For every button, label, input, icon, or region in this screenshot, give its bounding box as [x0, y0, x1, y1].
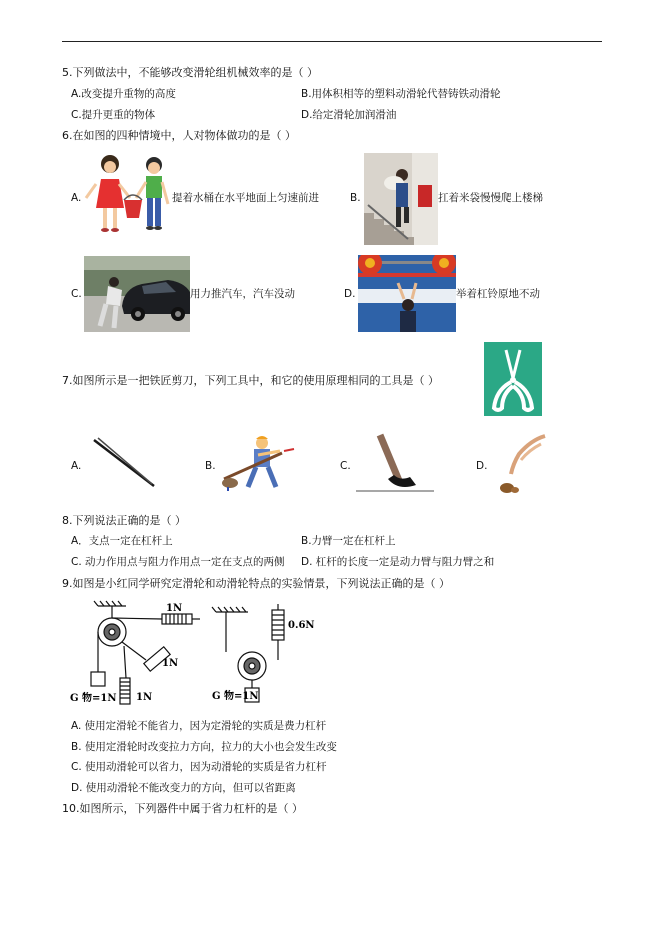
q8-option-c[interactable]: C. 动力作用点与阻力作用点一定在支点的两侧	[71, 556, 285, 568]
q5-stem: 5.下列做法中，不能够改变滑轮组机械效率的是（ ）	[62, 66, 318, 79]
q5-option-a[interactable]: A.改变提升重物的高度	[71, 88, 176, 100]
q8-option-d[interactable]: D. 杠杆的长度一定是动力臂与阻力臂之和	[301, 556, 495, 568]
q7-option-a-label[interactable]: A.	[71, 460, 82, 472]
q9-fig-reading-right: 0.6N	[288, 620, 315, 631]
q6-option-a-label[interactable]: A.	[71, 192, 82, 204]
q9-fig-weight-right: G 物=1N	[212, 691, 259, 702]
q6-option-d-label[interactable]: D.	[344, 288, 356, 300]
q7-option-b-pry-worker-icon	[218, 433, 300, 493]
q9-fig-reading-top: 1N	[166, 603, 183, 614]
q8-option-a[interactable]: A．支点一定在杠杆上	[71, 535, 173, 547]
q6-option-c-text: 用力推汽车，汽车没动	[190, 288, 295, 300]
q7-blacksmith-shears-image	[484, 342, 542, 416]
q7-stem: 7.如图所示是一把铁匠剪刀，下列工具中，和它的使用原理相同的工具是（ ）	[62, 374, 439, 387]
q5-option-c[interactable]: C.提升更重的物体	[71, 109, 156, 121]
q9-option-c[interactable]: C. 使用动滑轮可以省力，因为动滑轮的实质是省力杠杆	[71, 761, 327, 773]
q6-option-b-label[interactable]: B.	[350, 192, 361, 204]
q7-option-c-hammer-icon	[354, 431, 436, 493]
q7-option-a-tweezers-icon	[88, 436, 158, 488]
q6-option-d-text: 举着杠铃原地不动	[456, 288, 540, 300]
q7-option-c-label[interactable]: C.	[340, 460, 351, 472]
q9-fig-reading-bottom: 1N	[136, 692, 153, 703]
q9-option-a[interactable]: A. 使用定滑轮不能省力，因为定滑轮的实质是费力杠杆	[71, 720, 327, 732]
q6-option-c-label[interactable]: C.	[71, 288, 82, 300]
q6-option-b-image	[364, 153, 438, 245]
q9-fig-weight-left: G 物=1N	[70, 693, 117, 704]
q6-option-d-image	[358, 255, 456, 332]
q8-option-b[interactable]: B.力臂一定在杠杆上	[301, 535, 396, 547]
q9-pulley-figure	[66, 598, 326, 706]
q9-option-d[interactable]: D. 使用动滑轮不能改变力的方向，但可以省距离	[71, 782, 296, 794]
q8-stem: 8.下列说法正确的是（ ）	[62, 514, 186, 527]
q9-fig-reading-middle: 1N	[162, 658, 179, 669]
q6-option-b-text: 扛着米袋慢慢爬上楼梯	[438, 192, 543, 204]
q6-option-a-text: 提着水桶在水平地面上匀速前进	[172, 192, 319, 204]
q5-option-b[interactable]: B.用体积相等的塑料动滑轮代替铸铁动滑轮	[301, 88, 501, 100]
q9-stem: 9.如图是小红同学研究定滑轮和动滑轮特点的实验情景，下列说法正确的是（ ）	[62, 577, 450, 590]
header-rule	[62, 41, 602, 42]
q6-option-a-image	[84, 146, 172, 238]
q7-option-d-nutcracker-icon	[491, 430, 549, 496]
q7-option-d-label[interactable]: D.	[476, 460, 488, 472]
q5-option-d[interactable]: D.给定滑轮加润滑油	[301, 109, 397, 121]
q10-stem: 10.如图所示，下列器件中属于省力杠杆的是（ ）	[62, 802, 303, 815]
q9-option-b[interactable]: B. 使用定滑轮时改变拉力方向，拉力的大小也会发生改变	[71, 741, 337, 753]
q6-option-c-image	[84, 256, 190, 332]
q7-option-b-label[interactable]: B.	[205, 460, 216, 472]
q6-stem: 6.在如图的四种情境中，人对物体做功的是（ ）	[62, 129, 296, 142]
